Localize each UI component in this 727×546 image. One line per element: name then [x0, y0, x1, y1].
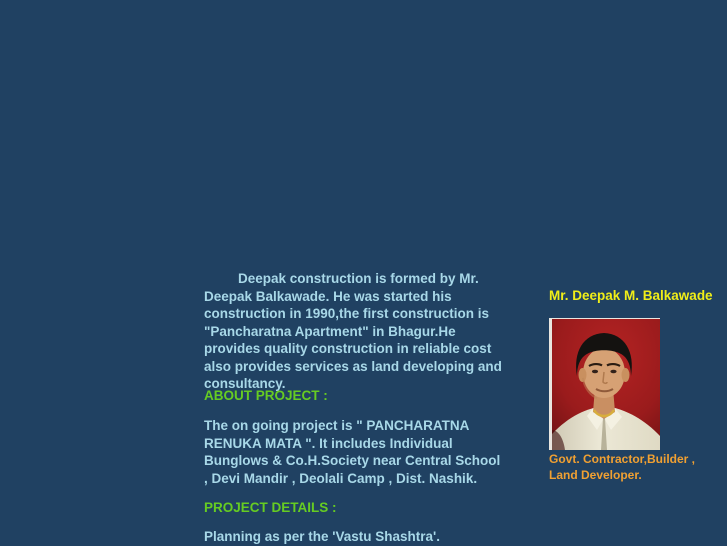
profile-caption-line2: Land Developer.: [549, 468, 642, 482]
about-project-heading: ABOUT PROJECT :: [204, 388, 328, 403]
project-details-paragraph: Planning as per the 'Vastu Shashtra'.: [204, 529, 440, 544]
profile-caption-line1: Govt. Contractor,Builder ,: [549, 452, 696, 466]
profile-name: Mr. Deepak M. Balkawade: [549, 288, 713, 303]
intro-paragraph: Deepak construction is formed by Mr. Deepak Balkawade. He was started his construction in 1990,the first construction is "Pancharatna Apartment" in Bhagur.He provides quality construction in reliable cost also provides services as land developing and consultancy.: [204, 271, 502, 391]
portrait-photo-illustration: [549, 318, 660, 450]
about-project-paragraph: The on going project is " PANCHARATNA RENUKA MATA ". It includes Individual Bunglows & Co.H.Society near Central School , Devi Mandir , Deolali Camp , Dist. Nashik.: [204, 418, 501, 486]
project-details-heading: PROJECT DETAILS :: [204, 500, 337, 515]
profile-caption: [549, 451, 727, 483]
profile-photo: [549, 318, 660, 450]
